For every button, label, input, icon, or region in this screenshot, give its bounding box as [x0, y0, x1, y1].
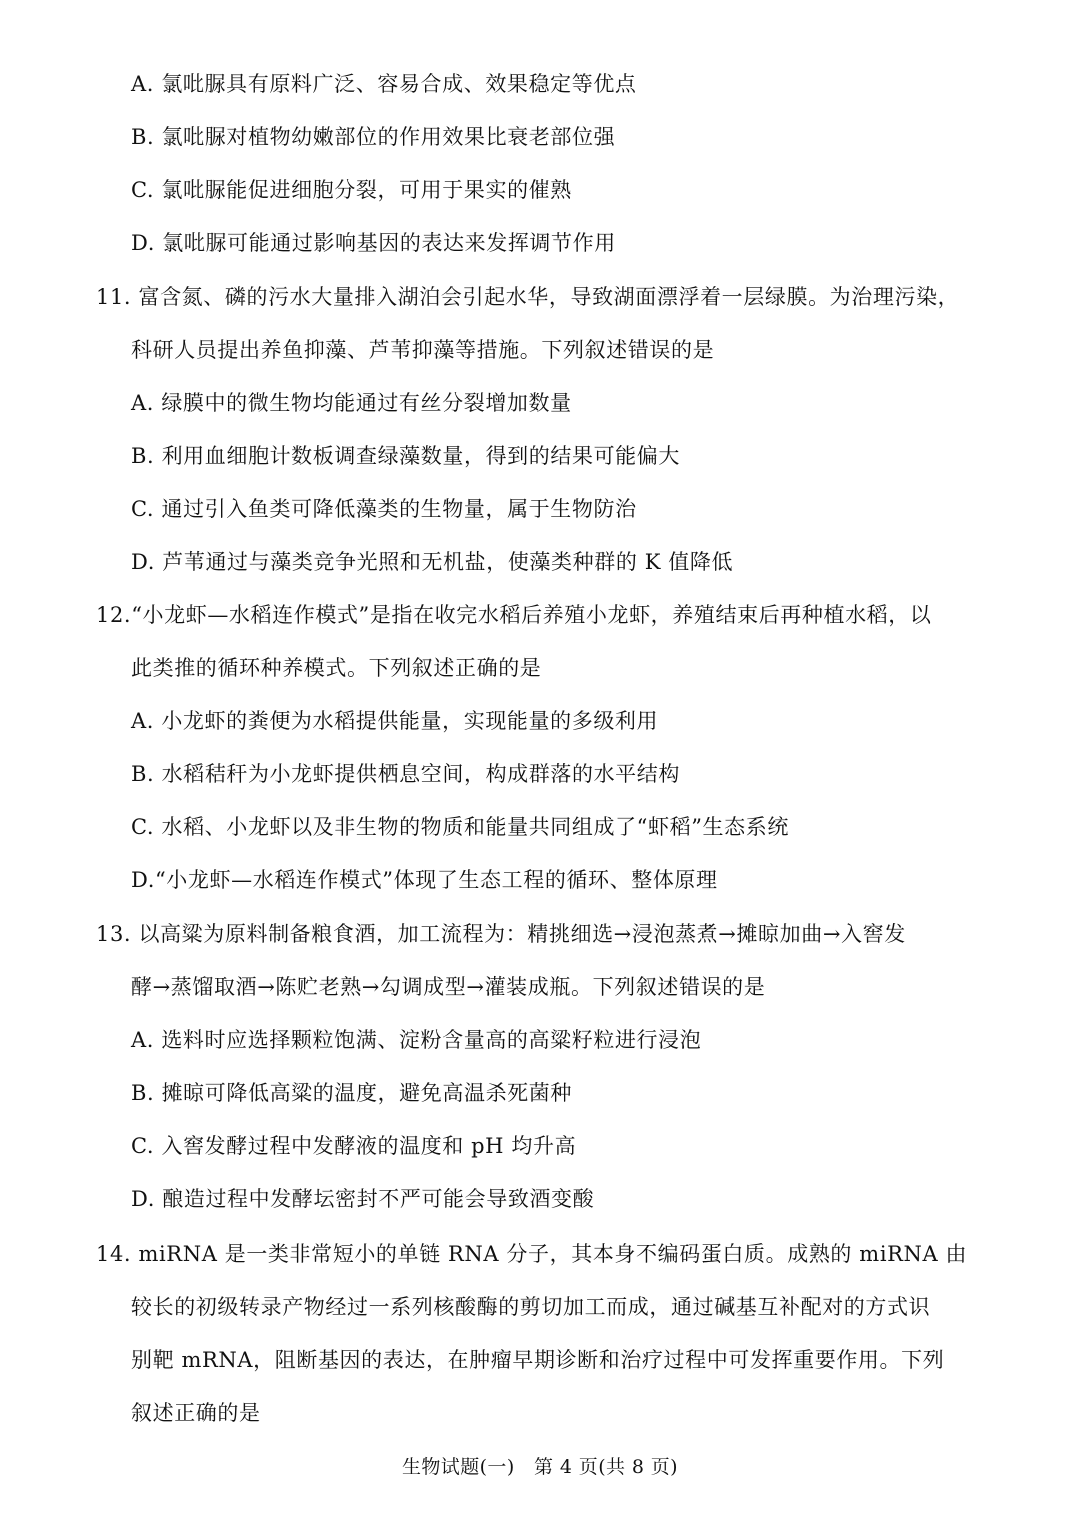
q13-option-d: D. 酿造过程中发酵坛密封不严可能会导致酒变酸 — [131, 1187, 595, 1211]
q11-option-d: D. 芦苇通过与藻类竞争光照和无机盐，使藻类种群的 K 值降低 — [131, 550, 734, 574]
q12-option-a: A. 小龙虾的粪便为水稻提供能量，实现能量的多级利用 — [131, 709, 659, 733]
q11-option-c: C. 通过引入鱼类可降低藻类的生物量，属于生物防治 — [131, 497, 637, 521]
q12-option-b: B. 水稻秸秆为小龙虾提供栖息空间，构成群落的水平结构 — [131, 762, 680, 786]
q12-option-c: C. 水稻、小龙虾以及非生物的物质和能量共同组成了“虾稻”生态系统 — [131, 815, 789, 839]
q11-option-b: B. 利用血细胞计数板调查绿藻数量，得到的结果可能偏大 — [131, 444, 680, 468]
q13-option-b: B. 摊晾可降低高粱的温度，避免高温杀死菌种 — [131, 1081, 572, 1105]
q11-stem-line-1: 11. 富含氮、磷的污水大量排入湖泊会引起水华，导致湖面漂浮着一层绿膜。为治理污染， — [96, 285, 960, 309]
page-footer: 生物试题(一) 第 4 页(共 8 页) — [402, 1456, 678, 1478]
q13-stem-line-1: 13. 以高粱为原料制备粮食酒，加工流程为：精挑细选→浸泡蒸煮→摊晾加曲→入窖发 — [96, 922, 906, 946]
q12-stem-line-1: 12.“小龙虾—水稻连作模式”是指在收完水稻后养殖小龙虾，养殖结束后再种植水稻，以 — [96, 603, 932, 627]
q14-stem-line-4: 叙述正确的是 — [131, 1401, 261, 1425]
q13-option-c: C. 入窖发酵过程中发酵液的温度和 pH 均升高 — [131, 1134, 577, 1158]
q12-stem-line-2: 此类推的循环种养模式。下列叙述正确的是 — [131, 656, 542, 680]
q14-stem-line-2: 较长的初级转录产物经过一系列核酸酶的剪切加工而成，通过碱基互补配对的方式识 — [131, 1295, 931, 1319]
q14-stem-line-3: 别靶 mRNA，阻断基因的表达，在肿瘤早期诊断和治疗过程中可发挥重要作用。下列 — [131, 1348, 945, 1372]
q13-stem-line-2: 酵→蒸馏取酒→陈贮老熟→勾调成型→灌装成瓶。下列叙述错误的是 — [131, 975, 766, 999]
q10-option-b: B. 氯吡脲对植物幼嫩部位的作用效果比衰老部位强 — [131, 125, 616, 149]
q12-option-d: D.“小龙虾—水稻连作模式”体现了生态工程的循环、整体原理 — [131, 868, 718, 892]
q10-option-a: A. 氯吡脲具有原料广泛、容易合成、效果稳定等优点 — [131, 72, 637, 96]
q10-option-d: D. 氯吡脲可能通过影响基因的表达来发挥调节作用 — [131, 231, 616, 255]
q11-stem-line-2: 科研人员提出养鱼抑藻、芦苇抑藻等措施。下列叙述错误的是 — [131, 338, 715, 362]
q11-option-a: A. 绿膜中的微生物均能通过有丝分裂增加数量 — [131, 391, 572, 415]
q10-option-c: C. 氯吡脲能促进细胞分裂，可用于果实的催熟 — [131, 178, 572, 202]
q14-stem-line-1: 14. miRNA 是一类非常短小的单链 RNA 分子，其本身不编码蛋白质。成熟的 miRNA 由 — [96, 1242, 968, 1266]
q13-option-a: A. 选料时应选择颗粒饱满、淀粉含量高的高粱籽粒进行浸泡 — [131, 1028, 702, 1052]
